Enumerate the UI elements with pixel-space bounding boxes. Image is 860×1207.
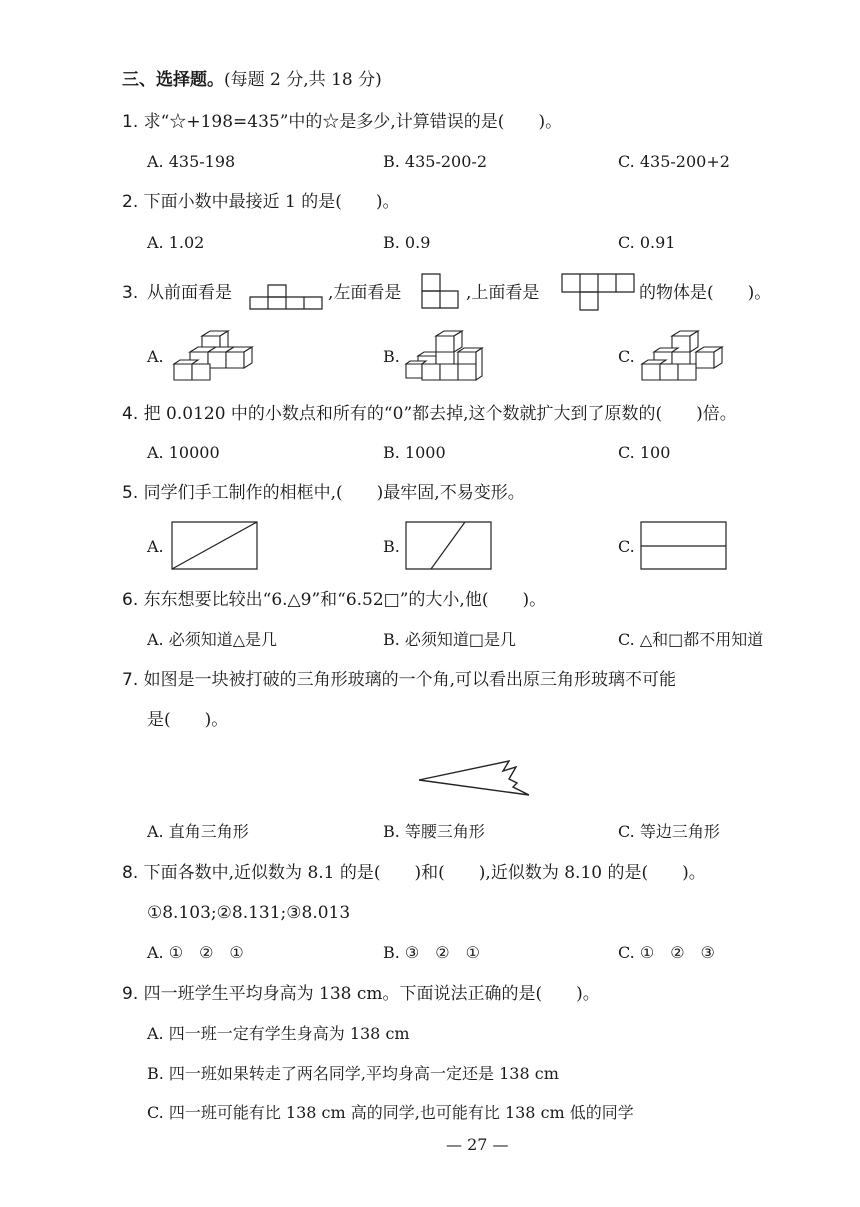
top-view-figure <box>561 272 635 312</box>
broken-glass-figure <box>417 757 533 801</box>
question-text-continued: 是( )。 <box>147 710 229 730</box>
question-text-part-4: 的物体是( )。 <box>639 283 772 303</box>
option-a[interactable]: A. ① ② ① <box>147 943 244 962</box>
question-2 <box>122 191 400 213</box>
option-c[interactable]: C. 435-200+2 <box>618 152 730 171</box>
question-3 <box>122 282 138 304</box>
question-9 <box>122 983 600 1005</box>
question-text: 如图是一块被打破的三角形玻璃的一个角,可以看出原三角形玻璃不可能 <box>143 670 677 690</box>
question-4 <box>122 403 737 425</box>
option-c[interactable]: C. 四一班可能有比 138 cm 高的同学,也可能有比 138 cm 低的同学 <box>147 1103 634 1122</box>
option-b[interactable]: B. 等腰三角形 <box>383 822 485 841</box>
option-c[interactable]: C. 等边三角形 <box>618 822 720 841</box>
question-text: 下面各数中,近似数为 8.1 的是( )和( ),近似数为 8.10 的是( )。 <box>143 863 706 883</box>
front-view-figure <box>249 284 323 310</box>
option-c[interactable]: C. 0.91 <box>618 233 676 252</box>
section-note: (每题 2 分,共 18 分) <box>224 70 382 90</box>
option-b[interactable]: B. <box>383 537 400 556</box>
option-b[interactable]: B. ③ ② ① <box>383 943 480 962</box>
option-a-frame-figure[interactable] <box>171 521 259 571</box>
option-c[interactable]: C. <box>618 537 635 556</box>
question-number: 7. <box>122 670 139 690</box>
question-number: 3. <box>122 283 139 303</box>
option-a[interactable]: A. 直角三角形 <box>147 822 249 841</box>
question-number: 9. <box>122 984 139 1004</box>
number-list: ①8.103;②8.131;③8.013 <box>147 903 351 923</box>
question-number: 4. <box>122 404 139 424</box>
question-text: 东东想要比较出“6.△9”和“6.52□”的大小,他( )。 <box>143 590 547 610</box>
option-b[interactable]: B. <box>383 347 400 366</box>
option-a-cubes-figure[interactable] <box>168 330 258 382</box>
question-number: 8. <box>122 863 139 883</box>
question-7 <box>122 669 676 691</box>
option-b[interactable]: B. 必须知道□是几 <box>383 630 517 649</box>
option-c[interactable]: C. <box>618 347 635 366</box>
option-c[interactable]: C. ① ② ③ <box>618 943 715 962</box>
option-a[interactable]: A. <box>147 537 164 556</box>
question-text: 把 0.0120 中的小数点和所有的“0”都去掉,这个数就扩大到了原数的( )倍。 <box>143 404 737 424</box>
side-view-figure <box>421 272 461 310</box>
option-c-frame-figure[interactable] <box>640 521 728 571</box>
option-a[interactable]: A. 必须知道△是几 <box>147 630 278 649</box>
option-b-frame-figure[interactable] <box>405 521 493 571</box>
section-title: 三、选择题。 <box>122 70 224 90</box>
option-a[interactable]: A. <box>147 347 164 366</box>
question-number: 1. <box>122 112 139 132</box>
question-8 <box>122 862 706 884</box>
question-text-part-3: ,上面看是 <box>466 283 540 303</box>
option-a[interactable]: A. 10000 <box>147 443 220 462</box>
option-a[interactable]: A. 四一班一定有学生身高为 138 cm <box>147 1024 410 1043</box>
question-text: 四一班学生平均身高为 138 cm。下面说法正确的是( )。 <box>143 984 600 1004</box>
option-a[interactable]: A. 435-198 <box>147 152 236 171</box>
option-c-cubes-figure[interactable] <box>638 330 730 382</box>
question-number: 5. <box>122 483 139 503</box>
page-number: — 27 — <box>446 1135 509 1154</box>
question-text: 同学们手工制作的相框中,( )最牢固,不易变形。 <box>143 483 525 503</box>
option-b[interactable]: B. 0.9 <box>383 233 431 252</box>
question-text-part-1: 从前面看是 <box>147 283 232 303</box>
question-text-part-2: ,左面看是 <box>328 283 402 303</box>
option-b[interactable]: B. 1000 <box>383 443 446 462</box>
question-number: 6. <box>122 590 139 610</box>
option-b[interactable]: B. 四一班如果转走了两名同学,平均身高一定还是 138 cm <box>147 1064 559 1083</box>
question-5 <box>122 482 525 504</box>
question-text: 下面小数中最接近 1 的是( )。 <box>143 192 400 212</box>
option-c[interactable]: C. 100 <box>618 443 671 462</box>
question-number: 2. <box>122 192 139 212</box>
option-c[interactable]: C. △和□都不用知道 <box>618 630 764 649</box>
option-b-cubes-figure[interactable] <box>402 330 492 382</box>
option-a[interactable]: A. 1.02 <box>147 233 205 252</box>
question-text: 求“☆+198=435”中的☆是多少,计算错误的是( )。 <box>143 112 563 132</box>
question-6 <box>122 589 546 611</box>
question-1 <box>122 111 562 133</box>
option-b[interactable]: B. 435-200-2 <box>383 152 487 171</box>
section-header <box>122 69 382 91</box>
